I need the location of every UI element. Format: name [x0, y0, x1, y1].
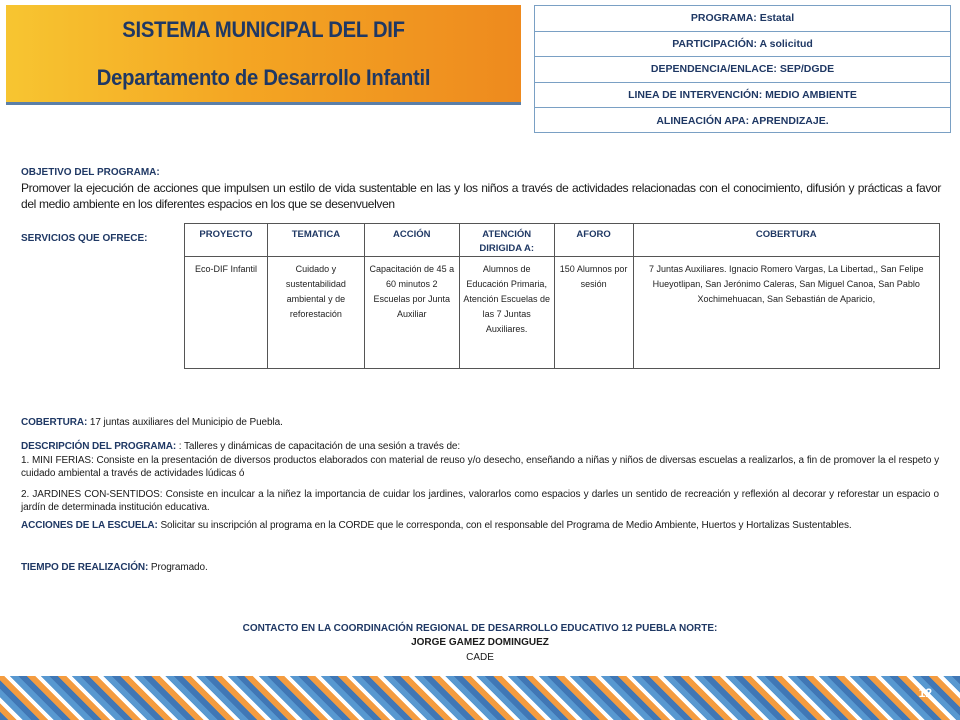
- cell-atencion: Alumnos de Educación Primaria, Atención Escuelas de las 7 Juntas Auxiliares.: [459, 257, 554, 369]
- cell-accion: Capacitación de 45 a 60 minutos 2 Escuelas por Junta Auxiliar: [364, 257, 459, 369]
- header-accion: ACCIÓN: [364, 224, 459, 257]
- cobertura-paragraph: [21, 416, 939, 429]
- contacto-line-1: CONTACTO EN LA COORDINACIÓN REGIONAL DE DESARROLLO EDUCATIVO 12 PUEBLA NORTE:: [242, 623, 718, 634]
- header-proyecto: PROYECTO: [185, 224, 268, 257]
- info-participacion: PARTICIPACIÓN: A solicitud: [535, 32, 950, 58]
- descripcion-item-1: 1. MINI FERIAS: Consiste en la presentación de diversos productos elaborados con material de reuso y/o desecho, enseñando a niñas y niños de diversas escuelas a realizarlos, a fin de promover la el respeto y cuidado ambiental a través de actividades lúdicas ó: [21, 455, 939, 479]
- cell-cobertura: 7 Juntas Auxiliares. Ignacio Romero Vargas, La Libertad,, San Felipe Hueyotlipan, San Jerónimo Caleras, San Miguel Canoa, San Pablo Xochimehuacan, San Sebastián de Aparicio,: [633, 257, 939, 369]
- header-subtitle: Departamento de Desarrollo Infantil: [96, 65, 431, 90]
- info-programa: PROGRAMA: Estatal: [535, 6, 950, 32]
- contacto-name: JORGE GAMEZ DOMINGUEZ: [411, 637, 549, 648]
- acciones-paragraph: [21, 519, 939, 532]
- info-dependencia: DEPENDENCIA/ENLACE: SEP/DGDE: [535, 57, 950, 83]
- objetivo-label: OBJETIVO DEL PROGRAMA:: [21, 167, 160, 178]
- descripcion-text: : Talleres y dinámicas de capacitación de una sesión a través de:: [176, 441, 461, 452]
- tiempo-paragraph: [21, 561, 939, 574]
- cell-proyecto: Eco-DIF Infantil: [185, 257, 268, 369]
- program-info-box: [534, 5, 951, 133]
- descripcion-item-2: 2. JARDINES CON-SENTIDOS: Consiste en inculcar a la niñez la importancia de cuidar los jardines, valorarlos como espacios y darles un sentido de recreación y reflexión al decorar y reforestar un espacio o jardín de determinada institución educativa.: [21, 489, 939, 513]
- tiempo-label: TIEMPO DE REALIZACIÓN:: [21, 562, 149, 573]
- info-linea-intervencion: LINEA DE INTERVENCIÓN: MEDIO AMBIENTE: [535, 83, 950, 109]
- page-number: 12: [918, 686, 932, 700]
- info-alineacion: ALINEACIÓN APA: APRENDIZAJE.: [656, 115, 829, 128]
- header-title: SISTEMA MUNICIPAL DEL DIF: [122, 17, 405, 42]
- descripcion-label: DESCRIPCIÓN DEL PROGRAMA:: [21, 441, 177, 452]
- cell-tematica: Cuidado y sustentabilidad ambiental y de reforestación: [267, 257, 364, 369]
- footer-pattern-band: [0, 676, 960, 720]
- header-banner: [6, 5, 521, 105]
- header-cobertura: COBERTURA: [633, 224, 939, 257]
- table-row: [185, 257, 940, 369]
- cobertura-text: 17 juntas auxiliares del Municipio de Puebla.: [87, 417, 283, 428]
- header-atencion: ATENCIÓN DIRIGIDA A:: [459, 224, 554, 257]
- header-aforo: AFORO: [554, 224, 633, 257]
- objetivo-text: Promover la ejecución de acciones que impulsen un estilo de vida sustentable en las y los niños a través de actividades relacionadas con el conocimiento, difusión y prácticas a favor del medio ambiente en los diferentes espacios en los que se desenvuelven: [21, 181, 941, 211]
- table-header-row: [185, 224, 940, 257]
- servicios-label: SERVICIOS QUE OFRECE:: [21, 233, 148, 244]
- contacto-cade: CADE: [466, 652, 494, 663]
- cobertura-label: COBERTURA:: [21, 417, 88, 428]
- tiempo-text: Programado.: [148, 562, 208, 573]
- descripcion-paragraph: [21, 440, 939, 453]
- acciones-label: ACCIONES DE LA ESCUELA:: [21, 520, 158, 531]
- services-table: [184, 223, 940, 369]
- acciones-text: Solicitar su inscripción al programa en la CORDE que le corresponda, con el responsable del Programa de Medio Ambiente, Huertos y Hortalizas Sustentables.: [157, 520, 852, 531]
- cell-aforo: 150 Alumnos por sesión: [554, 257, 633, 369]
- header-tematica: TEMATICA: [267, 224, 364, 257]
